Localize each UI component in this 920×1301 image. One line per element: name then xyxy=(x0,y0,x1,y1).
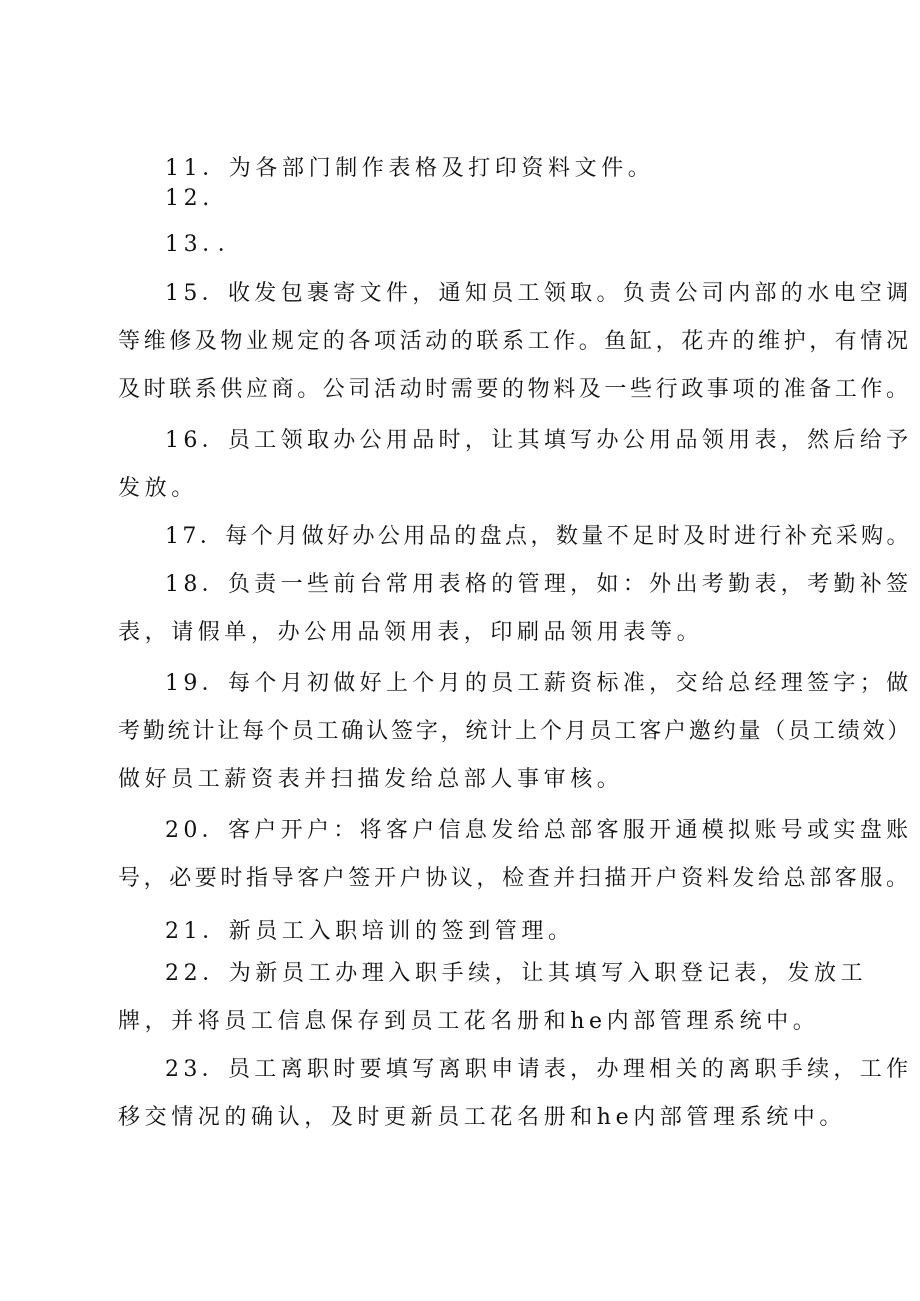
text-line: 表，请假单，办公用品领用表，印刷品领用表等。 xyxy=(118,620,704,645)
text-line: 等维修及物业规定的各项活动的联系工作。鱼缸，花卉的维护，有情况 xyxy=(118,329,912,354)
text-line: 15．收发包裹寄文件，通知员工领取。负责公司内部的水电空调 xyxy=(165,281,913,306)
text-line: 22．为新员工办理入职手续，让其填写入职登记表，发放工 xyxy=(165,961,868,986)
text-line: 11．为各部门制作表格及打印资料文件。 xyxy=(165,156,655,181)
text-line: 做好员工薪资表并扫描发给总部人事审核。 xyxy=(118,767,624,792)
text-line: 12. xyxy=(165,186,214,211)
text-line: 19．每个月初做好上个月的员工薪资标准，交给总经理签字；做 xyxy=(165,671,913,696)
text-line: 号，必要时指导客户签开户协议，检查并扫描开户资料发给总部客服。 xyxy=(118,866,912,891)
text-line: 20．客户开户：将客户信息发给总部客服开通模拟账号或实盘账 xyxy=(165,818,913,843)
text-line: 16．员工领取办公用品时，让其填写办公用品领用表，然后给予 xyxy=(165,428,913,453)
text-line: 移交情况的确认，及时更新员工花名册和he内部管理系统中。 xyxy=(118,1105,846,1130)
text-line: 18．负责一些前台常用表格的管理，如：外出考勤表，考勤补签 xyxy=(165,572,913,597)
text-line: 23．员工离职时要填写离职申请表，办理相关的离职手续，工作 xyxy=(165,1057,913,1082)
text-line: 考勤统计让每个员工确认签字，统计上个月员工客户邀约量（员工绩效） xyxy=(118,719,913,744)
text-line: 牌，并将员工信息保存到员工花名册和he内部管理系统中。 xyxy=(118,1009,820,1034)
text-line: 发放。 xyxy=(118,476,198,501)
text-line: 13．． xyxy=(165,232,245,257)
text-line: 17．每个月做好办公用品的盘点，数量不足时及时进行补充采购。 xyxy=(165,524,912,549)
text-line: 21．新员工入职培训的签到管理。 xyxy=(165,919,575,944)
text-line: 及时联系供应商。公司活动时需要的物料及一些行政事项的准备工作。 xyxy=(118,377,912,402)
